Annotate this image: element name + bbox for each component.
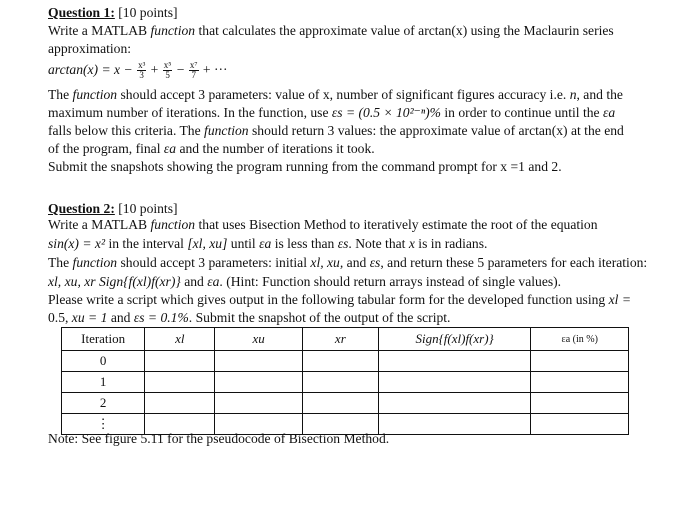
q2-l3c: and: [346, 255, 367, 270]
q2-l5a: Please write a script which gives output in the following tabular form for the developed function using: [48, 292, 606, 307]
q1-line-1: [48, 22, 614, 40]
q1-formula: arctan(x) = x − $\frac{\text{x³}}{3}$ + $\frac{\text{x⁵}}{5}$ − $\frac{\text{x⁷}}{7}$ + ···: [48, 60, 228, 81]
table-row: [62, 393, 629, 414]
q1-l5-function: function: [204, 123, 249, 138]
q1-l3a: The: [48, 87, 70, 102]
header-xu: xu: [215, 328, 303, 351]
iteration-cell: ⋮: [62, 414, 145, 435]
xu-cell: [215, 393, 303, 414]
q1-l3c: , and the: [576, 87, 623, 102]
frac-x7: [189, 61, 199, 80]
q2-l6c: . Submit the snapshot of the output of the script.: [188, 310, 451, 325]
xu-cell: [215, 351, 303, 372]
table-header-row: [62, 328, 629, 351]
q1-line-5: [48, 122, 624, 140]
q1-l4-es: εs = (0.5 × 10²⁻ⁿ)%: [331, 105, 441, 120]
q2-l4b: and: [184, 274, 204, 289]
q1-line-6: [48, 140, 375, 158]
iteration-cell: 0: [62, 351, 145, 372]
q1-l5b: should return 3 values: the approximate value of arctan(x) at the end: [252, 123, 624, 138]
iteration-cell: 2: [62, 393, 145, 414]
q2-equation: sin(x) = x²: [48, 236, 106, 251]
q1-l6a: of the program, final: [48, 141, 161, 156]
q1-line-2: approximation:: [48, 41, 132, 56]
q2-line-2: [48, 235, 487, 253]
q2-l6-es: εs = 0.1%: [133, 310, 189, 325]
q2-l2e: . Note that: [348, 236, 406, 251]
xr-cell: [302, 393, 378, 414]
q2-label: Question 2:: [48, 201, 115, 216]
q2-l1-function: function: [150, 217, 196, 232]
sign-cell: [378, 372, 531, 393]
q2-l4-ea: εa: [207, 274, 220, 289]
q2-l4c: . (Hint: Function should return arrays instead of single values).: [219, 274, 562, 289]
frac-x3: [137, 61, 146, 80]
q2-line-6: [48, 309, 450, 327]
q2-l3-es: εs: [369, 255, 381, 270]
iteration-table: [61, 327, 629, 435]
ea-cell: [531, 393, 629, 414]
q1-l4b: in order to continue until the: [444, 105, 600, 120]
xu-cell: [215, 372, 303, 393]
q2-l3-function: function: [72, 255, 118, 270]
q2-l3-vars: xl, xu,: [310, 255, 344, 270]
q2-l2f: is in radians.: [418, 236, 488, 251]
frac-x5-den: 5: [165, 70, 170, 81]
xr-cell: [302, 372, 378, 393]
q2-l1-text: Write a MATLAB: [48, 217, 148, 232]
table-row: [62, 351, 629, 372]
q2-line-3: [48, 254, 647, 272]
q2-l2-es: εs: [337, 236, 349, 251]
header-sign: Sign{f(xl)f(xr)}: [378, 328, 531, 351]
q2-l6a: 0.5,: [48, 310, 69, 325]
q1-l4a: maximum number of iterations. In the function, use: [48, 105, 329, 120]
q1-l5a: falls below this criteria. The: [48, 123, 201, 138]
q1-l3-function: function: [72, 87, 118, 102]
q1-line-3: [48, 86, 623, 104]
q1-l1-function: function: [150, 23, 196, 38]
xl-cell: [145, 393, 215, 414]
q2-l6b: and: [110, 310, 131, 325]
q2-line-5: [48, 291, 631, 309]
q2-l4-vars: xl, xu, xr Sign{f(xl)f(xr)}: [48, 274, 181, 289]
table-row: [62, 372, 629, 393]
iteration-cell: 1: [62, 372, 145, 393]
q2-l2-x: x: [408, 236, 415, 251]
q1-points: [10 points]: [118, 5, 178, 20]
q2-l2d: is less than: [274, 236, 335, 251]
q2-l3d: , and return these 5 parameters for each iteration:: [380, 255, 648, 270]
q2-l2c: until: [230, 236, 256, 251]
frac-x3-num: x³: [138, 60, 146, 71]
q1-l3-n: n: [569, 87, 577, 102]
q2-points: [10 points]: [118, 201, 178, 216]
header-xr: xr: [302, 328, 378, 351]
q2-note: Note: See figure 5.11 for the pseudocode of Bisection Method.: [48, 431, 390, 446]
xr-cell: [302, 351, 378, 372]
q1-l4-ea: εa: [602, 105, 616, 120]
xl-cell: [145, 351, 215, 372]
q2-interval: [xl, xu]: [187, 236, 228, 251]
q1-l6b: and the number of iterations it took.: [179, 141, 375, 156]
q1-label: Question 1:: [48, 5, 115, 20]
header-xl: xl: [145, 328, 215, 351]
q1-l1-text: Write a MATLAB: [48, 23, 148, 38]
q2-l6-xu: xu = 1: [71, 310, 108, 325]
ea-cell: [531, 372, 629, 393]
q2-line-1: [48, 216, 598, 234]
frac-x7-den: 7: [191, 70, 196, 81]
sign-cell: [378, 414, 531, 435]
q2-l3b: should accept 3 parameters: initial: [120, 255, 307, 270]
frac-x5: [163, 61, 173, 80]
xl-cell: [145, 372, 215, 393]
frac-x7-num: x⁷: [189, 60, 198, 71]
formula-tail: + ···: [202, 62, 228, 77]
q2-line-4: [48, 273, 561, 291]
header-ea: εa (in %): [531, 328, 629, 351]
formula-lhs: arctan(x) = x −: [48, 62, 133, 77]
q1-header: [48, 4, 178, 22]
sign-cell: [378, 351, 531, 372]
frac-x5-num: x⁵: [163, 60, 172, 71]
q2-l3a: The: [48, 255, 70, 270]
q2-l2-ea: εa: [259, 236, 272, 251]
q2-l2b: in the interval: [108, 236, 184, 251]
header-iteration: Iteration: [62, 328, 145, 351]
ea-cell: [531, 351, 629, 372]
frac-x3-den: 3: [139, 70, 144, 81]
sign-cell: [378, 393, 531, 414]
q1-l3b: should accept 3 parameters: value of x, number of significant figures accuracy i.e.: [120, 87, 567, 102]
q1-l1-end: that calculates the approximate value of arctan(x) using the Maclaurin series: [198, 23, 614, 38]
q1-line-7: Submit the snapshots showing the program running from the command prompt for x =1 and 2.: [48, 159, 562, 174]
ea-cell: [531, 414, 629, 435]
q2-l1-end: that uses Bisection Method to iteratively estimate the root of the equation: [198, 217, 598, 232]
q2-l5-xl: xl =: [608, 292, 632, 307]
q1-line-4: [48, 104, 615, 122]
q1-l6-ea: εa: [163, 141, 177, 156]
